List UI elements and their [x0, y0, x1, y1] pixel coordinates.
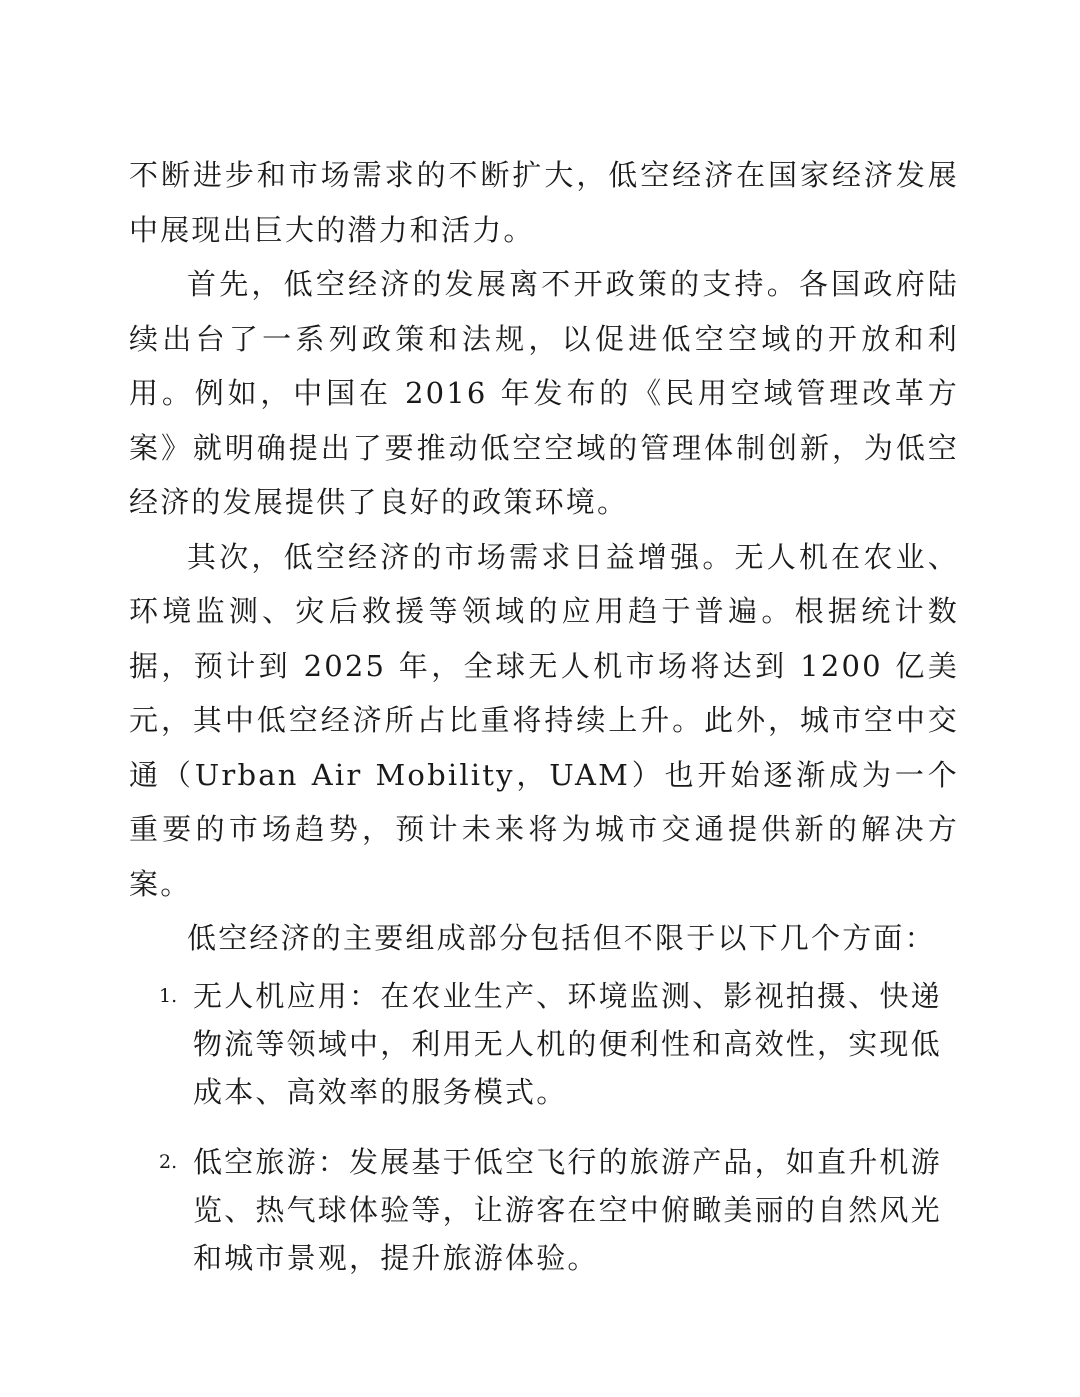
- list-item: [129, 972, 959, 1116]
- paragraph-components-intro: 低空经济的主要组成部分包括但不限于以下几个方面：: [187, 921, 936, 955]
- list-item: [129, 1138, 959, 1282]
- document-body: [129, 148, 959, 1282]
- list-item-number: 2.: [159, 1150, 178, 1173]
- list-item-text: 无人机应用：在农业生产、环境监测、影视拍摄、快递物流等领域中，利用无人机的便利性和高效性，实现低成本、高效率的服务模式。: [193, 978, 942, 1109]
- paragraph-market-demand: 其次，低空经济的市场需求日益增强。无人机在农业、环境监测、灾后救援等领域的应用趋于普遍。根据统计数据，预计到 2025 年，全球无人机市场将达到 1200 亿美元，其中低空经济所占比重将持续上升。此外，城市空中交通（Urban Air Mobility，UAM）也开始逐渐成为一个重要的市场趋势，预计未来将为城市交通提供新的解决方案。: [129, 539, 959, 901]
- paragraph-policy-support: 首先，低空经济的发展离不开政策的支持。各国政府陆续出台了一系列政策和法规，以促进低空空域的开放和利用。例如，中国在 2016 年发布的《民用空域管理改革方案》就明确提出了要推动低空空域的管理体制创新，为低空经济的发展提供了良好的政策环境。: [129, 267, 959, 519]
- list-item-number: 1.: [159, 984, 178, 1007]
- paragraph-continuation: 不断进步和市场需求的不断扩大，低空经济在国家经济发展中展现出巨大的潜力和活力。: [129, 158, 959, 247]
- list-item-text: 低空旅游：发展基于低空飞行的旅游产品，如直升机游览、热气球体验等，让游客在空中俯瞰美丽的自然风光和城市景观，提升旅游体验。: [193, 1144, 942, 1275]
- components-list: [129, 972, 959, 1282]
